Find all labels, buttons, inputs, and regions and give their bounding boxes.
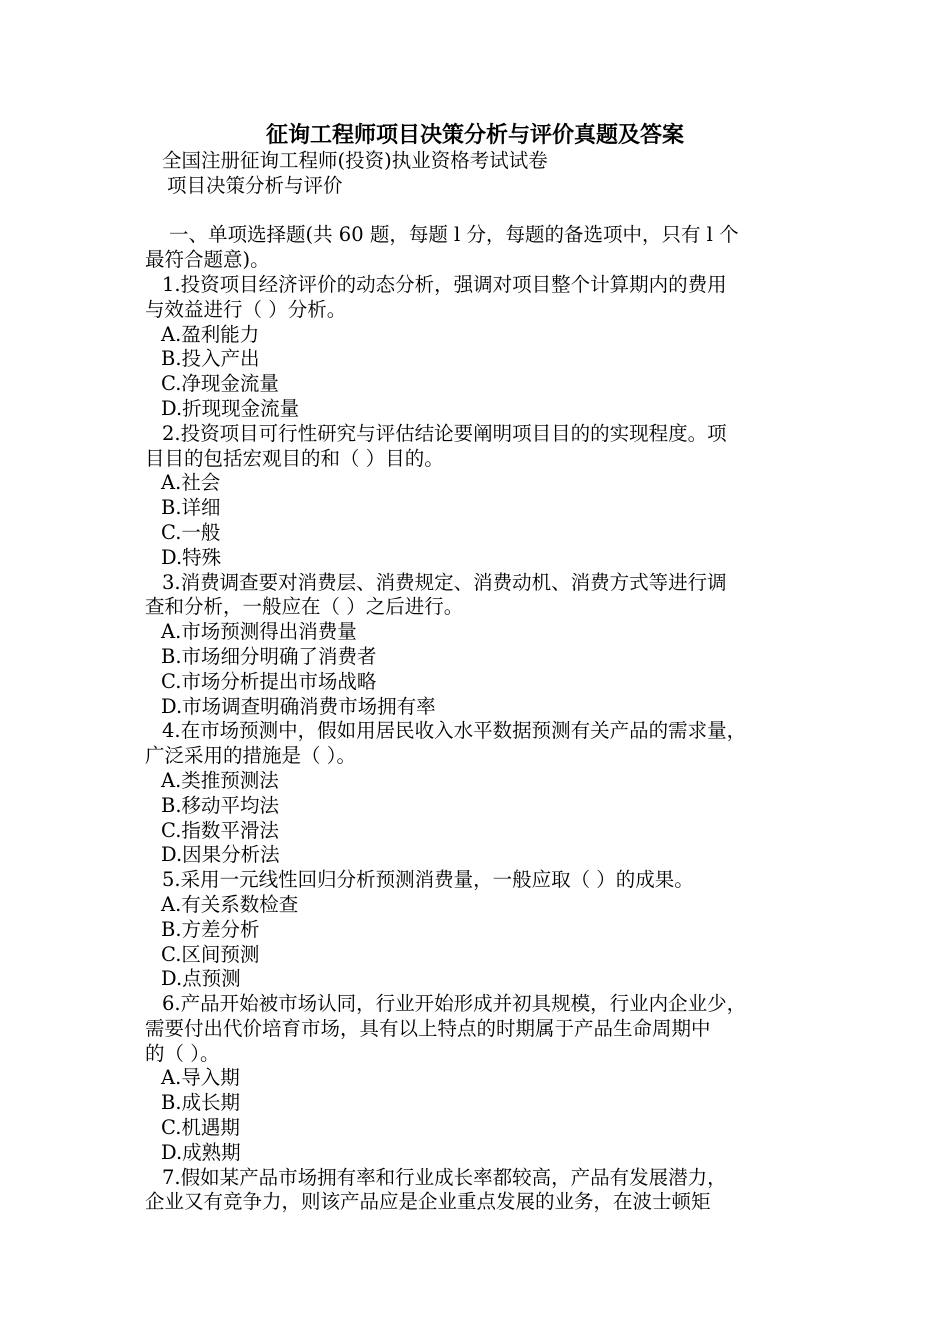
question-text: 目目的包括宏观目的和（ ）目的。 (145, 446, 444, 470)
answer-option: D.点预测 (161, 967, 241, 991)
section-heading-cont: 最符合题意)。 (145, 248, 270, 272)
answer-option: C.机遇期 (161, 1116, 240, 1140)
answer-option: A.导入期 (161, 1066, 240, 1090)
question-text: 企业又有竞争力，则该产品应是企业重点发展的业务，在波士顿矩 (145, 1190, 711, 1214)
answer-option: C.指数平滑法 (161, 818, 279, 842)
answer-option: B.移动平均法 (161, 793, 280, 817)
subject-name: 项目决策分析与评价 (167, 173, 343, 197)
question-text: 6.产品开始被市场认同，行业开始形成并初具规模，行业内企业少， (162, 992, 747, 1016)
answer-option: C.区间预测 (161, 942, 260, 966)
question-text: 1.投资项目经济评价的动态分析，强调对项目整个计算期内的费用 (162, 272, 727, 296)
question-text: 3.消费调查要对消费层、消费规定、消费动机、消费方式等进行调 (162, 570, 727, 594)
answer-option: B.投入产出 (161, 347, 260, 371)
answer-option: C.一般 (161, 520, 221, 544)
question-text: 广泛采用的措施是（ ）。 (145, 744, 356, 768)
blank-line (145, 199, 815, 224)
answer-option: D.市场调查明确消费市场拥有率 (161, 694, 436, 718)
question-text: 与效益进行（ ）分析。 (145, 297, 347, 321)
answer-option: A.盈利能力 (161, 322, 260, 346)
question-text: 2.投资项目可行性研究与评估结论要阐明项目目的的实现程度。项 (162, 421, 727, 445)
document-title: 征询工程师项目决策分析与评价真题及答案 (265, 122, 684, 148)
question-text: 7.假如某产品市场拥有率和行业成长率都较高，产品有发展潜力， (162, 1165, 727, 1189)
question-text: 5.采用一元线性回归分析预测消费量，一般应取（ ）的成果。 (162, 868, 694, 892)
answer-option: A.社会 (161, 471, 221, 495)
answer-option: A.有关系数检查 (161, 892, 299, 916)
answer-option: D.特殊 (161, 545, 222, 569)
answer-option: B.市场细分明确了消费者 (161, 644, 377, 668)
answer-option: B.方差分析 (161, 917, 260, 941)
answer-option: B.详细 (161, 496, 221, 520)
document-body (145, 149, 815, 1215)
answer-option: D.因果分析法 (161, 843, 280, 867)
answer-option: A.类推预测法 (161, 768, 279, 792)
question-text: 需要付出代价培育市场，具有以上特点的时期属于产品生命周期中 (145, 1016, 711, 1040)
answer-option: C.净现金流量 (161, 372, 279, 396)
question-text: 4.在市场预测中，假如用居民收入水平数据预测有关产品的需求量， (162, 719, 747, 743)
answer-option: B.成长期 (161, 1091, 241, 1115)
answer-option: C.市场分析提出市场战略 (161, 669, 377, 693)
answer-option: A.市场预测得出消费量 (161, 620, 357, 644)
question-text: 的（ ）。 (145, 1041, 220, 1065)
answer-option: D.成熟期 (161, 1140, 241, 1164)
question-text: 查和分析，一般应在（ ）之后进行。 (145, 595, 464, 619)
section-heading: 一、单项选择题(共 60 题，每题 l 分，每题的备选项中，只有 l 个 (169, 223, 739, 247)
exam-name: 全国注册征询工程师(投资)执业资格考试试卷 (162, 149, 548, 172)
answer-option: D.折现现金流量 (161, 396, 300, 420)
